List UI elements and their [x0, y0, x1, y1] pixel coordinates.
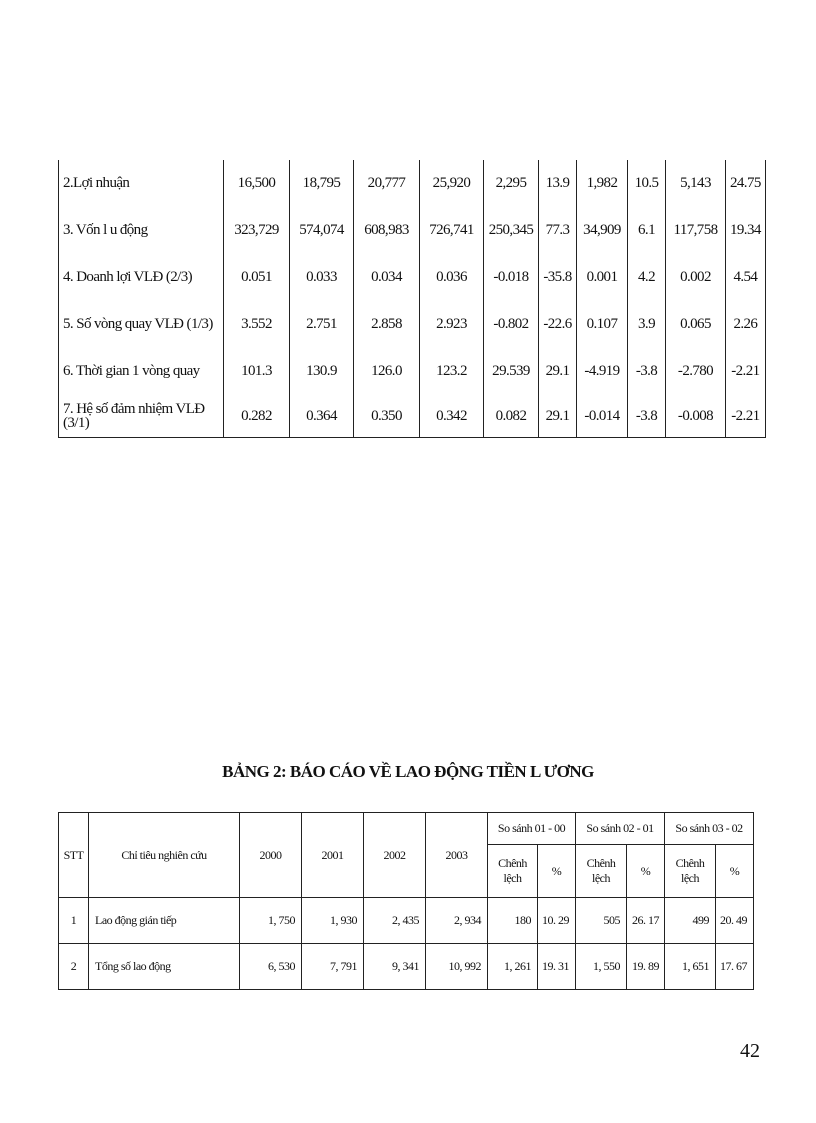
table-row [59, 160, 766, 207]
header-compare-01-00: So sánh 01 - 00 [488, 813, 576, 845]
cell-value: 101.3 [224, 348, 290, 395]
cell-value: 6.1 [628, 207, 666, 254]
row-label: 4. Doanh lợi VLĐ (2/3) [59, 254, 224, 301]
cell-value: 2.858 [354, 301, 420, 348]
cell-value: 6, 530 [240, 944, 302, 990]
header-year-2002: 2002 [364, 813, 426, 898]
cell-value: 2, 435 [364, 898, 426, 944]
cell-value: 726,741 [420, 207, 484, 254]
cell-value: 0.082 [484, 395, 539, 438]
cell-value: 323,729 [224, 207, 290, 254]
cell-value: 1, 750 [240, 898, 302, 944]
cell-value: 0.065 [666, 301, 726, 348]
row-label: 6. Thời gian 1 vòng quay [59, 348, 224, 395]
row-label: 2.Lợi nhuận [59, 160, 224, 207]
cell-value: 0.033 [290, 254, 354, 301]
header-year-2001: 2001 [302, 813, 364, 898]
page-number: 42 [740, 1040, 760, 1062]
row-label: 5. Số vòng quay VLĐ (1/3) [59, 301, 224, 348]
table-row [59, 254, 766, 301]
table-row [59, 944, 754, 990]
cell-value: -35.8 [539, 254, 577, 301]
row-label: 3. Vốn l u động [59, 207, 224, 254]
cell-value: 2, 934 [426, 898, 488, 944]
cell-value: 180 [488, 898, 538, 944]
cell-value: 24.75 [726, 160, 766, 207]
cell-value: 574,074 [290, 207, 354, 254]
table-row [59, 348, 766, 395]
cell-value: -4.919 [577, 348, 628, 395]
header-percent: % [716, 845, 754, 898]
cell-value: 0.107 [577, 301, 628, 348]
cell-value: 608,983 [354, 207, 420, 254]
cell-value: -22.6 [539, 301, 577, 348]
cell-value: 4.2 [628, 254, 666, 301]
cell-value: 29.539 [484, 348, 539, 395]
cell-value: 3.552 [224, 301, 290, 348]
cell-value: -3.8 [628, 395, 666, 438]
cell-value: 5,143 [666, 160, 726, 207]
header-row-1 [59, 813, 754, 845]
cell-value: 34,909 [577, 207, 628, 254]
cell-value: 29.1 [539, 395, 577, 438]
cell-value: 126.0 [354, 348, 420, 395]
header-compare-03-02: So sánh 03 - 02 [665, 813, 754, 845]
cell-value: 1, 261 [488, 944, 538, 990]
cell-value: 1, 550 [576, 944, 627, 990]
cell-value: 117,758 [666, 207, 726, 254]
header-percent: % [538, 845, 576, 898]
table-row [59, 395, 766, 438]
cell-value: 1, 930 [302, 898, 364, 944]
cell-value: 29.1 [539, 348, 577, 395]
cell-value: 2.26 [726, 301, 766, 348]
header-diff: Chênh lệch [576, 845, 627, 898]
cell-value: 1, 651 [665, 944, 716, 990]
cell-value: 250,345 [484, 207, 539, 254]
cell-value: 18,795 [290, 160, 354, 207]
header-diff: Chênh lệch [488, 845, 538, 898]
cell-value: 10.5 [628, 160, 666, 207]
cell-value: 3.9 [628, 301, 666, 348]
cell-value: 19. 89 [627, 944, 665, 990]
cell-value: 505 [576, 898, 627, 944]
cell-value: 1,982 [577, 160, 628, 207]
cell-value: 26. 17 [627, 898, 665, 944]
financial-ratio-table [58, 160, 766, 438]
cell-value: -0.014 [577, 395, 628, 438]
cell-value: 0.350 [354, 395, 420, 438]
cell-value: 25,920 [420, 160, 484, 207]
header-stt: STT [59, 813, 89, 898]
cell-value: 0.282 [224, 395, 290, 438]
cell-value: 20,777 [354, 160, 420, 207]
cell-value: 123.2 [420, 348, 484, 395]
header-year-2003: 2003 [426, 813, 488, 898]
header-percent: % [627, 845, 665, 898]
cell-value: -2.21 [726, 395, 766, 438]
cell-value: 13.9 [539, 160, 577, 207]
table-row [59, 301, 766, 348]
header-indicator: Chỉ tiêu nghiên cứu [89, 813, 240, 898]
table-row [59, 207, 766, 254]
cell-value: -2.780 [666, 348, 726, 395]
row-stt: 2 [59, 944, 89, 990]
cell-value: 0.364 [290, 395, 354, 438]
header-compare-02-01: So sánh 02 - 01 [576, 813, 665, 845]
cell-value: 77.3 [539, 207, 577, 254]
cell-value: 2.751 [290, 301, 354, 348]
cell-value: -2.21 [726, 348, 766, 395]
cell-value: 10, 992 [426, 944, 488, 990]
labor-wage-table [58, 812, 754, 990]
cell-value: 7, 791 [302, 944, 364, 990]
table2-title: BẢNG 2: BÁO CÁO VỀ LAO ĐỘNG TIỀN L ƯƠNG [222, 762, 594, 781]
row-label: Lao động gián tiếp [89, 898, 240, 944]
cell-value: 2,295 [484, 160, 539, 207]
cell-value: 20. 49 [716, 898, 754, 944]
cell-value: 19.34 [726, 207, 766, 254]
cell-value: 0.036 [420, 254, 484, 301]
cell-value: 0.001 [577, 254, 628, 301]
cell-value: -3.8 [628, 348, 666, 395]
cell-value: 0.342 [420, 395, 484, 438]
cell-value: 16,500 [224, 160, 290, 207]
header-diff: Chênh lệch [665, 845, 716, 898]
cell-value: 0.002 [666, 254, 726, 301]
cell-value: 9, 341 [364, 944, 426, 990]
cell-value: 0.034 [354, 254, 420, 301]
cell-value: -0.802 [484, 301, 539, 348]
table-row [59, 898, 754, 944]
cell-value: 2.923 [420, 301, 484, 348]
cell-value: -0.008 [666, 395, 726, 438]
cell-value: 10. 29 [538, 898, 576, 944]
row-label: 7. Hệ số đảm nhiệm VLĐ (3/1) [59, 395, 224, 438]
cell-value: 0.051 [224, 254, 290, 301]
cell-value: 4.54 [726, 254, 766, 301]
cell-value: 130.9 [290, 348, 354, 395]
cell-value: 499 [665, 898, 716, 944]
row-stt: 1 [59, 898, 89, 944]
row-label: Tổng số lao động [89, 944, 240, 990]
header-year-2000: 2000 [240, 813, 302, 898]
cell-value: 19. 31 [538, 944, 576, 990]
cell-value: 17. 67 [716, 944, 754, 990]
cell-value: -0.018 [484, 254, 539, 301]
